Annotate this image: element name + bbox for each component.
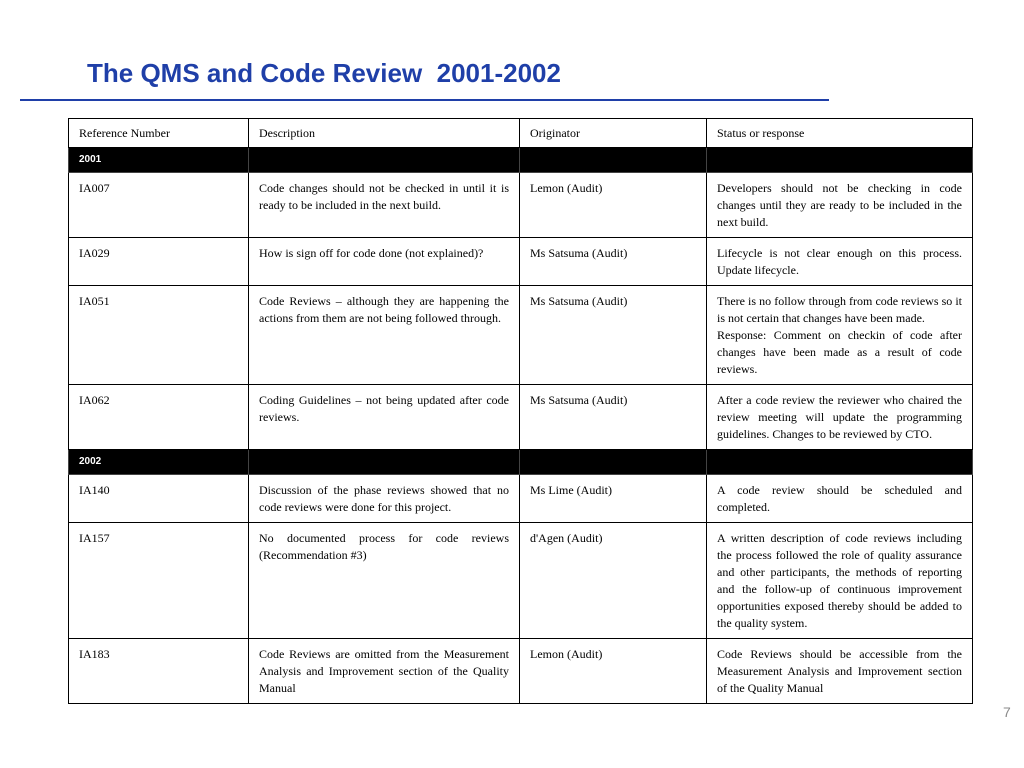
ref-cell: IA183 [69, 639, 249, 704]
year-label: 2002 [69, 450, 249, 475]
description-cell: No documented process for code reviews (Recommendation #3) [249, 523, 520, 639]
table-row [69, 385, 973, 450]
status-cell [707, 286, 973, 385]
title-underline [20, 99, 829, 101]
originator-cell: Ms Satsuma (Audit) [520, 385, 707, 450]
description-cell: Code Reviews – although they are happening the actions from them are not being followed through. [249, 286, 520, 385]
description-cell: Coding Guidelines – not being updated after code reviews. [249, 385, 520, 450]
slide-title: The QMS and Code Review 2001-2002 [87, 58, 561, 88]
status-cell: Developers should not be checking in code changes until they are ready to be included in the next build. [707, 173, 973, 238]
originator-cell: Ms Satsuma (Audit) [520, 238, 707, 286]
ref-cell: IA140 [69, 475, 249, 523]
status-cell: A written description of code reviews including the process followed the role of quality assurance and other participants, the methods of reporting and the follow-up of continuous improvement opportunities exposed thereby should be added to the quality system. [707, 523, 973, 639]
ref-cell: IA029 [69, 238, 249, 286]
header-reference-number: Reference Number [69, 119, 249, 148]
table-row [69, 523, 973, 639]
header-originator: Originator [520, 119, 707, 148]
originator-cell: Ms Lime (Audit) [520, 475, 707, 523]
originator-cell: Lemon (Audit) [520, 639, 707, 704]
header-status: Status or response [707, 119, 973, 148]
originator-cell: Lemon (Audit) [520, 173, 707, 238]
ref-cell: IA062 [69, 385, 249, 450]
year-row-2001 [69, 148, 973, 173]
status-response-text: Response: Comment on checkin of code after changes have been made as a result of code reviews. [717, 328, 962, 376]
status-cell: A code review should be scheduled and completed. [707, 475, 973, 523]
table-row [69, 475, 973, 523]
ref-cell: IA157 [69, 523, 249, 639]
originator-cell: d'Agen (Audit) [520, 523, 707, 639]
table-header-row [69, 119, 973, 148]
year-label: 2001 [69, 148, 249, 173]
year-row-2002 [69, 450, 973, 475]
status-cell: Lifecycle is not clear enough on this process. Update lifecycle. [707, 238, 973, 286]
status-cell: Code Reviews should be accessible from the Measurement Analysis and Improvement section of the Quality Manual [707, 639, 973, 704]
table-row [69, 238, 973, 286]
table-row [69, 286, 973, 385]
status-cell: After a code review the reviewer who chaired the review meeting will update the programming guidelines. Changes to be reviewed by CTO. [707, 385, 973, 450]
description-cell: How is sign off for code done (not explained)? [249, 238, 520, 286]
table-row [69, 173, 973, 238]
ref-cell: IA051 [69, 286, 249, 385]
description-cell: Code Reviews are omitted from the Measurement Analysis and Improvement section of the Quality Manual [249, 639, 520, 704]
page-number: 7 [1003, 704, 1011, 720]
code-review-table [68, 118, 973, 704]
ref-cell: IA007 [69, 173, 249, 238]
table-row [69, 639, 973, 704]
status-text: There is no follow through from code reviews so it is not certain that changes have been made. [717, 294, 962, 325]
description-cell: Discussion of the phase reviews showed that no code reviews were done for this project. [249, 475, 520, 523]
originator-cell: Ms Satsuma (Audit) [520, 286, 707, 385]
header-description: Description [249, 119, 520, 148]
description-cell: Code changes should not be checked in until it is ready to be included in the next build. [249, 173, 520, 238]
